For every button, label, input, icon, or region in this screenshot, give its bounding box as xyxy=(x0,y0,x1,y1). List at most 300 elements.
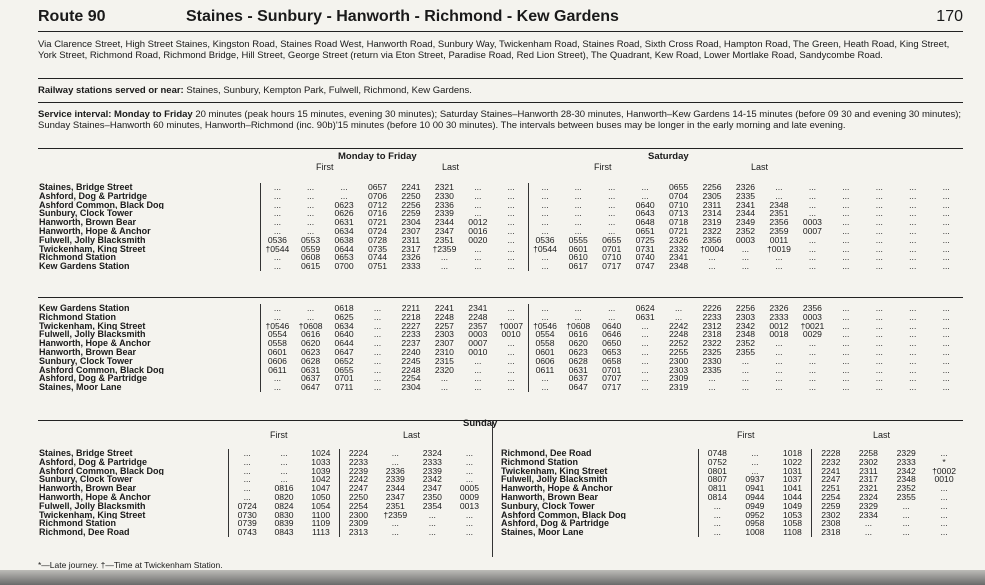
time-cell: ... xyxy=(608,209,616,219)
time-cell: ... xyxy=(465,519,474,529)
time-cell: ... xyxy=(842,226,850,236)
stop-cell xyxy=(38,183,260,192)
sun-last-label: Last xyxy=(403,430,421,440)
time-cell: ... xyxy=(280,466,288,476)
time-cell: 2318 xyxy=(821,528,841,537)
stop-name: Ashford, Dog & Partridge xyxy=(39,457,148,467)
stop-cell xyxy=(38,209,260,218)
time-cell: 0009 xyxy=(459,492,479,502)
time-cell: ... xyxy=(641,383,649,392)
time-cell: ... xyxy=(440,253,448,263)
time-cell: ... xyxy=(808,183,816,192)
time-cell: ... xyxy=(909,218,917,227)
stop-cell xyxy=(38,322,260,331)
time-cell: ... xyxy=(495,192,528,201)
time-cell: 2233 xyxy=(401,330,421,340)
time-cell: ... xyxy=(307,191,315,201)
time-cell: 0655 xyxy=(334,365,354,375)
table-row xyxy=(500,502,963,511)
time-cell: ... xyxy=(713,510,721,520)
time-cell: 2305 xyxy=(702,191,722,201)
time-cell: ... xyxy=(495,236,528,245)
time-cell: ... xyxy=(942,253,950,263)
time-cell: ... xyxy=(842,244,850,254)
time-cell: 2350 xyxy=(422,492,442,502)
time-cell: 0807 xyxy=(707,475,727,485)
time-cell: ... xyxy=(775,339,783,348)
stop-cell xyxy=(38,383,260,392)
time-cell: ... xyxy=(243,449,251,458)
table-row xyxy=(38,330,963,339)
time-cell: 0711 xyxy=(334,383,354,392)
time-cell: 0646 xyxy=(602,330,622,340)
time-cell: ... xyxy=(875,339,883,348)
time-cell: ... xyxy=(608,218,616,227)
time-cell: 0029 xyxy=(802,330,822,340)
stop-cell xyxy=(38,357,260,366)
stop-name: Ashford, Dog & Partridge xyxy=(501,519,610,529)
time-cell: 2322 xyxy=(702,339,722,348)
time-cell: ... xyxy=(842,304,850,313)
time-cell: †2359 xyxy=(383,510,408,520)
time-cell: 2250 xyxy=(348,492,368,502)
time-cell: 0013 xyxy=(459,501,479,511)
time-cell: 2300 xyxy=(348,510,368,520)
time-cell: 0623 xyxy=(334,200,354,210)
time-cell: ... xyxy=(942,235,950,245)
stop-name: Hanworth, Brown Bear xyxy=(39,347,137,357)
time-cell: ... xyxy=(273,209,281,219)
time-cell: ... xyxy=(808,374,816,384)
stop-cell xyxy=(38,201,260,210)
time-cell: 0012 xyxy=(468,218,488,227)
time-cell: 0601 xyxy=(267,347,287,357)
time-cell: ... xyxy=(909,321,917,331)
time-cell: 2218 xyxy=(401,312,421,322)
time-cell: ... xyxy=(909,312,917,322)
time-cell: 2309 xyxy=(669,374,689,384)
time-cell: 1050 xyxy=(303,493,340,502)
sun-first-label: First xyxy=(270,430,288,440)
time-cell: 2248 xyxy=(669,330,689,340)
time-cell: 0620 xyxy=(301,339,321,348)
time-cell: ... xyxy=(902,528,910,537)
time-cell: 2256 xyxy=(401,200,421,210)
time-cell: ... xyxy=(942,244,950,254)
time-cell: 2254 xyxy=(821,492,841,502)
time-cell: 2324 xyxy=(422,449,442,458)
stop-cell xyxy=(38,366,260,375)
time-cell: 2242 xyxy=(669,321,689,331)
time-cell: 2304 xyxy=(401,383,421,392)
time-cell: 0653 xyxy=(334,253,354,263)
time-cell: 2302 xyxy=(858,457,878,467)
time-cell: 0751 xyxy=(367,262,388,271)
stop-cell xyxy=(38,262,260,271)
time-cell: ... xyxy=(273,383,281,392)
time-cell: ... xyxy=(713,519,721,529)
time-cell: ... xyxy=(808,209,816,219)
time-cell: 2242 xyxy=(348,475,368,485)
time-cell: 0701 xyxy=(602,365,622,375)
time-cell: 2240 xyxy=(401,347,421,357)
time-cell: ... xyxy=(474,365,482,375)
time-cell: ... xyxy=(273,312,281,322)
table-row xyxy=(38,339,963,348)
time-cell: 1108 xyxy=(774,528,812,537)
time-cell: 2354 xyxy=(422,501,442,511)
time-cell: ... xyxy=(243,492,251,502)
stop-name: Twickenham, King Street xyxy=(39,244,146,254)
time-cell: ... xyxy=(713,501,721,511)
time-cell: 0647 xyxy=(568,383,588,392)
time-cell: 2245 xyxy=(401,356,421,366)
time-cell: ... xyxy=(675,312,683,322)
time-cell: ... xyxy=(942,365,950,375)
time-cell: ... xyxy=(808,356,816,366)
time-cell: ... xyxy=(307,183,315,192)
time-cell: 0816 xyxy=(274,484,294,493)
weekday-inbound-table xyxy=(38,304,963,392)
divider xyxy=(38,78,963,79)
table-row xyxy=(38,519,488,528)
time-cell: 0743 xyxy=(237,528,257,537)
time-cell: ... xyxy=(307,209,315,219)
time-cell: ... xyxy=(875,356,883,366)
time-cell: 2309 xyxy=(348,519,368,529)
time-cell: 0710 xyxy=(602,253,622,263)
time-cell: 0655 xyxy=(602,235,622,245)
time-cell: ... xyxy=(474,191,482,201)
stop-name: Twickenham, King Street xyxy=(501,466,608,476)
time-cell: ... xyxy=(775,262,783,271)
stop-name: Richmond, Dee Road xyxy=(501,449,592,458)
time-cell: 0555 xyxy=(568,235,588,245)
time-cell: ... xyxy=(465,510,474,520)
time-cell: 0830 xyxy=(274,510,294,520)
time-cell: 2241 xyxy=(821,466,841,476)
time-cell: ... xyxy=(942,218,950,227)
stop-cell xyxy=(38,348,260,357)
time-cell: ... xyxy=(243,466,251,476)
time-cell: ... xyxy=(428,510,436,520)
time-cell: 0651 xyxy=(635,226,655,236)
sat-last-label: Last xyxy=(751,162,769,172)
time-cell: 2317 xyxy=(858,475,878,485)
stop-name: Sunbury, Clock Tower xyxy=(39,475,133,485)
stop-cell xyxy=(38,449,228,458)
time-cell: 0748 xyxy=(707,449,727,458)
stop-cell xyxy=(500,502,698,511)
stop-cell xyxy=(38,253,260,262)
time-cell: ... xyxy=(373,312,382,322)
stop-name: Staines, Moor Lane xyxy=(39,383,122,392)
time-cell: 0657 xyxy=(367,183,388,192)
time-cell: 0704 xyxy=(669,191,689,201)
time-cell: 0640 xyxy=(602,321,622,331)
time-cell: 2344 xyxy=(434,218,454,227)
time-cell: 0721 xyxy=(669,226,689,236)
time-cell: 2254 xyxy=(348,501,368,511)
stop-cell xyxy=(38,313,260,322)
stop-cell xyxy=(38,192,260,201)
time-cell: ... xyxy=(842,374,850,384)
time-cell: 2348 xyxy=(769,200,789,210)
time-cell: ... xyxy=(708,383,716,392)
stop-name: Hanworth, Brown Bear xyxy=(39,218,137,227)
table-row xyxy=(38,458,488,467)
time-cell: 2248 xyxy=(434,312,454,322)
time-cell: ... xyxy=(541,218,549,227)
time-cell: ... xyxy=(574,312,582,322)
time-cell: 0016 xyxy=(468,226,488,236)
stop-name: Fulwell, Jolly Blacksmith xyxy=(39,501,146,511)
time-cell: 2227 xyxy=(401,321,421,331)
time-cell: 2300 xyxy=(669,356,689,366)
time-cell: ... xyxy=(273,226,281,236)
time-cell: 0814 xyxy=(707,492,727,502)
stop-cell xyxy=(38,339,260,348)
time-cell: 2351 xyxy=(434,235,454,245)
stop-cell xyxy=(38,374,260,383)
time-cell: ... xyxy=(808,253,816,263)
time-cell: ... xyxy=(942,383,950,392)
time-cell: ... xyxy=(675,304,683,313)
service-text xyxy=(38,110,963,131)
time-cell: 0643 xyxy=(635,209,655,219)
stop-cell xyxy=(38,227,260,236)
time-cell: ... xyxy=(875,218,883,227)
stop-name: Hanworth, Brown Bear xyxy=(501,492,599,502)
time-cell: ... xyxy=(373,383,382,392)
time-cell: ... xyxy=(474,244,482,254)
time-cell: ... xyxy=(641,330,649,340)
time-cell: 2359 xyxy=(769,226,789,236)
time-cell: ... xyxy=(902,510,910,520)
service-label: Service interval: Monday to Friday xyxy=(38,109,193,120)
time-cell: ... xyxy=(541,374,549,384)
time-cell: 0615 xyxy=(301,262,321,271)
stop-cell xyxy=(38,502,228,511)
time-cell: 0018 xyxy=(769,330,789,340)
time-cell: 2307 xyxy=(401,226,421,236)
time-cell: ... xyxy=(541,304,549,313)
time-cell: 0739 xyxy=(237,519,257,529)
stop-name: Fulwell, Jolly Blacksmith xyxy=(39,330,146,340)
time-cell: 2321 xyxy=(434,183,454,192)
time-cell: 0658 xyxy=(602,356,622,366)
time-cell: 2237 xyxy=(401,339,421,348)
time-cell: ... xyxy=(875,347,883,357)
time-cell: 0616 xyxy=(301,330,321,340)
time-cell: 0640 xyxy=(635,200,655,210)
time-cell: 2341 xyxy=(468,304,488,313)
time-cell: 0706 xyxy=(367,191,388,201)
time-cell: 0601 xyxy=(535,347,555,357)
table-row xyxy=(38,201,963,210)
time-cell: ... xyxy=(574,191,582,201)
time-cell: ... xyxy=(875,200,883,210)
time-cell: 0003 xyxy=(802,218,822,227)
time-cell: ... xyxy=(842,191,850,201)
stop-cell xyxy=(38,493,228,502)
time-cell: ... xyxy=(495,218,528,227)
stop-name: Kew Gardens Station xyxy=(39,262,130,271)
time-cell: 1049 xyxy=(774,502,812,511)
stop-name: Richmond Station xyxy=(39,519,116,529)
time-cell: ... xyxy=(942,312,950,322)
time-cell: 0631 xyxy=(334,218,354,227)
time-cell: 2326 xyxy=(401,253,421,263)
table-row xyxy=(38,374,963,383)
stop-name: Staines, Bridge Street xyxy=(39,183,133,192)
time-cell: 2320 xyxy=(434,365,454,375)
stop-name: Hanworth, Hope & Anchor xyxy=(39,492,151,502)
time-cell: 2211 xyxy=(401,304,421,313)
time-cell: ... xyxy=(842,200,850,210)
time-cell: 2339 xyxy=(385,475,405,485)
time-cell: ... xyxy=(273,262,281,271)
time-cell: 2259 xyxy=(821,501,841,511)
time-cell: 2347 xyxy=(422,484,442,493)
time-cell: 0717 xyxy=(602,383,622,392)
time-cell: ... xyxy=(875,183,883,192)
time-cell: ... xyxy=(808,383,816,392)
time-cell: ... xyxy=(942,339,950,348)
stop-name: Kew Gardens Station xyxy=(39,304,130,313)
time-cell: 2251 xyxy=(821,484,841,493)
stop-name: Twickenham, King Street xyxy=(39,321,146,331)
time-cell: †0544 xyxy=(533,244,557,254)
time-cell: 0610 xyxy=(568,253,588,263)
time-cell: 1053 xyxy=(774,511,812,520)
time-cell: ... xyxy=(909,235,917,245)
time-cell: 0536 xyxy=(535,235,555,245)
time-cell: ... xyxy=(842,383,850,392)
time-cell: 1039 xyxy=(303,467,340,476)
table-row xyxy=(38,209,963,218)
table-row xyxy=(38,253,963,262)
time-cell: ... xyxy=(373,339,382,348)
time-cell: 0012 xyxy=(769,321,789,331)
time-cell: 2352 xyxy=(735,226,756,236)
time-cell: 0020 xyxy=(468,235,488,245)
time-cell: ... xyxy=(751,466,759,476)
sun-heading: Sunday xyxy=(463,418,498,429)
table-row xyxy=(38,183,963,192)
time-cell: 0637 xyxy=(568,374,588,384)
time-cell: ... xyxy=(541,183,549,192)
time-cell: †0546 xyxy=(533,321,557,331)
time-cell: 1042 xyxy=(303,475,340,484)
time-cell: ... xyxy=(864,519,872,529)
time-cell: ... xyxy=(307,312,315,322)
time-cell: ... xyxy=(465,475,474,485)
time-cell: 0558 xyxy=(267,339,287,348)
time-cell: ... xyxy=(574,200,582,210)
time-cell: 0650 xyxy=(602,339,622,348)
time-cell: 1031 xyxy=(774,467,812,476)
time-cell: ... xyxy=(280,457,288,467)
stop-name: Ashford Common, Black Dog xyxy=(39,466,165,476)
table-row xyxy=(38,383,963,392)
sat-first-label: First xyxy=(594,162,612,172)
time-cell: 0712 xyxy=(367,200,388,210)
time-cell: 0626 xyxy=(334,209,354,219)
time-cell: 1018 xyxy=(774,449,812,458)
time-cell: ... xyxy=(909,262,917,271)
time-cell: ... xyxy=(307,200,315,210)
time-cell: ... xyxy=(942,262,950,271)
time-cell: ... xyxy=(495,304,528,313)
time-cell: 0701 xyxy=(602,244,622,254)
table-row xyxy=(38,245,963,254)
time-cell: 0611 xyxy=(268,365,287,375)
time-cell: ... xyxy=(741,253,750,263)
time-cell: ... xyxy=(541,262,549,271)
railway-text xyxy=(38,86,963,97)
time-cell: ... xyxy=(751,449,759,458)
time-cell: 1044 xyxy=(774,493,812,502)
time-cell: ... xyxy=(495,183,528,192)
time-cell: 2304 xyxy=(401,218,421,227)
stop-cell xyxy=(38,236,260,245)
time-cell: ... xyxy=(391,449,399,458)
table-row xyxy=(500,467,963,476)
time-cell: 0634 xyxy=(334,226,354,236)
time-cell: 0735 xyxy=(367,244,388,254)
time-cell: 0937 xyxy=(745,475,765,485)
time-cell: 2319 xyxy=(702,218,722,227)
time-cell: ... xyxy=(708,253,716,263)
time-cell: 0606 xyxy=(267,356,287,366)
time-cell: †0021 xyxy=(800,321,825,331)
time-cell: 0653 xyxy=(602,347,622,357)
time-cell: ... xyxy=(641,191,649,201)
time-cell: 2256 xyxy=(735,304,756,313)
time-cell: 0631 xyxy=(301,365,321,375)
time-cell: ... xyxy=(775,347,783,357)
time-cell: 2334 xyxy=(858,510,878,520)
time-cell: 2324 xyxy=(858,492,878,502)
footnote: *—Late journey. †—Time at Twickenham Station. xyxy=(38,560,223,570)
time-cell: ... xyxy=(902,501,910,511)
time-cell: ... xyxy=(940,528,948,537)
time-cell: ... xyxy=(465,528,474,537)
time-cell: 2341 xyxy=(669,253,689,263)
time-cell: ... xyxy=(775,183,783,192)
time-cell: ... xyxy=(842,339,850,348)
stop-cell xyxy=(38,304,260,313)
time-cell: ... xyxy=(875,191,883,201)
table-row xyxy=(500,528,963,537)
time-cell: 2356 xyxy=(702,235,722,245)
time-cell: ... xyxy=(842,312,850,322)
time-cell: 2335 xyxy=(702,365,722,375)
time-cell: ... xyxy=(495,253,528,262)
time-cell: ... xyxy=(909,209,917,219)
time-cell: ... xyxy=(808,347,816,357)
time-cell: 2241 xyxy=(434,304,454,313)
stop-name: Ashford, Dog & Partridge xyxy=(39,191,148,201)
table-row xyxy=(38,322,963,331)
time-cell: ... xyxy=(373,304,382,313)
time-cell: 0730 xyxy=(237,510,257,520)
time-cell: ... xyxy=(942,191,950,201)
stop-cell xyxy=(38,218,260,227)
table-row xyxy=(38,449,488,458)
time-cell: ... xyxy=(428,519,436,529)
